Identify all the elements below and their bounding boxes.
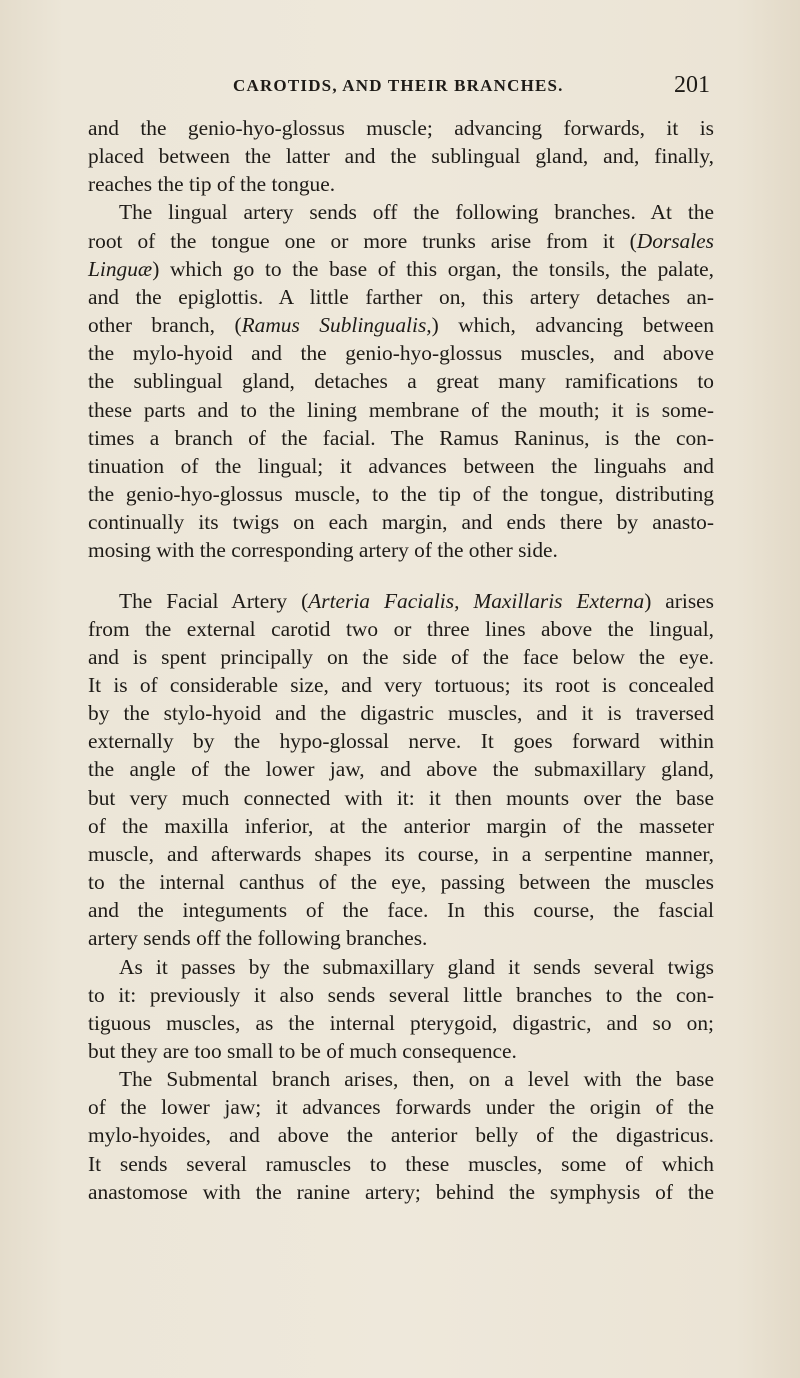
text-line: As it passes by the submaxillary gland it sends several twigs [119, 954, 714, 979]
text-run: ) which, advancing between [431, 313, 714, 338]
text-line [88, 227, 714, 255]
text-line: The Submental branch arises, then, on a level with the base [119, 1067, 714, 1092]
text-line: the sublingual gland, detaches a great many ramifications to [88, 369, 714, 394]
latin-term: Linguæ [88, 256, 153, 281]
text-run: ) which go to the base of this organ, the tonsils, the palate, [152, 256, 714, 281]
latin-term: Ramus Sublingualis, [241, 313, 432, 338]
text-line [88, 255, 714, 283]
text-line: but they are too small to be of much consequence. [88, 1039, 517, 1063]
text-line: externally by the hypo-glossal nerve. It goes forward within [88, 729, 714, 754]
text-line: of the lower jaw; it advances forwards under the origin of the [88, 1095, 714, 1120]
text-line: mosing with the corresponding artery of the other side. [88, 538, 558, 563]
text-line: artery sends off the following branches. [88, 926, 428, 951]
paragraph [88, 198, 714, 564]
text-line: these parts and to the lining membrane of the mouth; it is some- [88, 397, 714, 422]
text-line: reaches the tip of the tongue. [88, 172, 336, 197]
text-line: the angle of the lower jaw, and above the submaxillary gland, [88, 757, 714, 782]
text-line: It is of considerable size, and very tortuous; its root is concealed [88, 672, 714, 697]
paragraph [88, 953, 714, 1066]
text-line: muscle, and afterwards shapes its course, in a serpentine manner, [88, 841, 714, 866]
paragraph [88, 114, 714, 198]
running-head: CAROTIDS, AND THEIR BRANCHES. [233, 76, 564, 95]
text-line: tinuation of the lingual; it advances between the linguahs and [88, 453, 714, 478]
text-line: the genio-hyo-glossus muscle, to the tip of the tongue, distributing [88, 482, 714, 507]
latin-term: Dorsales [636, 228, 714, 253]
text-line: of the maxilla inferior, at the anterior margin of the masseter [88, 813, 714, 838]
text-line: the mylo-hyoid and the genio-hyo-glossus muscles, and above [88, 341, 714, 366]
text-run: The Facial Artery ( [119, 588, 309, 613]
text-line: and is spent principally on the side of the face below the eye. [88, 644, 714, 669]
text-line: The lingual artery sends off the following branches. At the [119, 200, 714, 225]
text-run: ) arises [644, 588, 714, 613]
page-header [88, 72, 710, 112]
text-run: root of the tongue one or more trunks arise from it ( [88, 228, 637, 253]
text-line: to the internal canthus of the eye, passing between the muscles [88, 870, 714, 895]
text-line: It sends several ramuscles to these muscles, some of which [88, 1151, 714, 1176]
latin-term: Arteria Facialis, Maxillaris Externa [308, 588, 645, 613]
text-line: continually its twigs on each margin, and ends there by anasto- [88, 510, 714, 535]
text-line [88, 311, 714, 339]
text-line: times a branch of the facial. The Ramus Raninus, is the con- [88, 425, 714, 450]
body-text [88, 114, 714, 1206]
text-line: and the genio-hyo-glossus muscle; advancing forwards, it is [88, 116, 714, 140]
text-line: but very much connected with it: it then mounts over the base [88, 785, 714, 810]
paragraph [88, 587, 714, 953]
text-line: placed between the latter and the sublingual gland, and, finally, [88, 144, 714, 169]
text-line: to it: previously it also sends several little branches to the con- [88, 982, 714, 1007]
text-run: other branch, ( [88, 313, 242, 338]
text-line: from the external carotid two or three lines above the lingual, [88, 616, 714, 641]
paragraph [88, 1065, 714, 1206]
text-line: tiguous muscles, as the internal pterygoid, digastric, and so on; [88, 1010, 714, 1035]
text-line: and the epiglottis. A little farther on, this artery detaches an- [88, 284, 714, 309]
text-line [88, 587, 714, 615]
text-line: mylo-hyoides, and above the anterior belly of the digastricus. [88, 1123, 714, 1148]
text-line: anastomose with the ranine artery; behind the symphysis of the [88, 1179, 714, 1204]
text-line: and the integuments of the face. In this course, the fascial [88, 898, 714, 923]
text-line: by the stylo-hyoid and the digastric muscles, and it is traversed [88, 701, 714, 726]
page-number: 201 [674, 72, 710, 98]
